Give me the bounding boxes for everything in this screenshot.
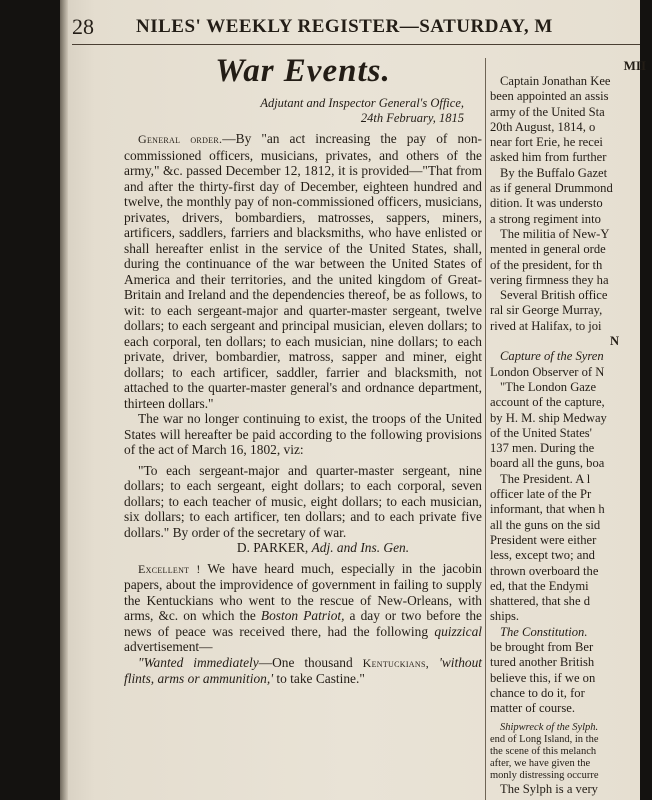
right-line: of the United States' bbox=[490, 425, 592, 440]
right-line: Several British office bbox=[500, 288, 608, 303]
right-line: dition. It was understo bbox=[490, 196, 603, 211]
right-line: end of Long Island, in the bbox=[490, 734, 599, 746]
right-column bbox=[490, 58, 650, 798]
right-line: rived at Halifax, to joi bbox=[490, 318, 602, 333]
boston-patriot-title: Boston Patriot, bbox=[260, 608, 345, 623]
right-line: The Constitution. bbox=[500, 624, 588, 639]
right-line: London Observer of N bbox=[490, 364, 605, 379]
right-line: asked him from further bbox=[490, 150, 607, 165]
right-line: Captain Jonathan Kee bbox=[500, 74, 611, 88]
right-line: vering firmness they ha bbox=[490, 272, 609, 287]
excellent-text-1: We have heard much, especially in the jacobin papers, about the improvidence of government in failing to supply the Kentuckians who went to the rescue of New-Orleans, with arms, &c. on which the bbox=[124, 560, 482, 623]
general-order-label: General order. bbox=[138, 132, 223, 146]
book-spine-shadow bbox=[60, 0, 68, 800]
right-line: by H. M. ship Medway bbox=[490, 410, 607, 425]
right-line: believe this, if we on bbox=[490, 670, 596, 685]
right-line: a strong regiment into bbox=[490, 211, 601, 226]
wanted-text: —One thousand bbox=[258, 654, 363, 670]
left-column bbox=[124, 52, 482, 687]
right-line: account of the capture, bbox=[490, 395, 605, 410]
right-line: near fort Erie, he recei bbox=[490, 135, 603, 150]
right-line: less, except two; and bbox=[490, 548, 595, 563]
right-line: officer late of the Pr bbox=[490, 487, 592, 502]
right-line: as if general Drummond bbox=[490, 181, 613, 196]
signature-name: D. PARKER, bbox=[236, 540, 309, 555]
excellent-text-3: advertisement— bbox=[124, 639, 213, 654]
page-number: 28 bbox=[72, 14, 94, 39]
right-line: "The London Gaze bbox=[500, 379, 597, 394]
wanted-quote: 'without flints, arms or ammunition,' bbox=[124, 654, 482, 686]
quizzical-word: quizzical bbox=[434, 623, 482, 639]
right-line: The President. A l bbox=[500, 471, 591, 486]
right-line: ships. bbox=[490, 609, 520, 624]
right-line: monly distressing occurre bbox=[490, 770, 599, 782]
right-line: be brought from Ber bbox=[490, 639, 594, 654]
right-line: 137 men. During the bbox=[490, 441, 595, 456]
wanted-advertisement bbox=[124, 655, 482, 687]
right-line: thrown overboard the bbox=[490, 563, 599, 578]
right-line: chance to do it, for bbox=[490, 685, 585, 700]
article-headline: War Events. bbox=[215, 53, 391, 89]
date-line: 24th February, 1815 bbox=[360, 111, 464, 125]
kentuckians-word: Kentuckians, bbox=[362, 655, 430, 670]
office-line: Adjutant and Inspector General's Office, bbox=[260, 96, 464, 110]
right-line: after, we have given the bbox=[490, 758, 591, 770]
column-divider bbox=[485, 58, 486, 800]
right-column-lines bbox=[490, 74, 650, 798]
right-line: ed, that the Endymi bbox=[490, 578, 589, 593]
right-line: tured another British bbox=[490, 655, 595, 670]
right-line: board all the guns, boa bbox=[490, 456, 605, 471]
right-line: army of the United Sta bbox=[490, 104, 605, 119]
excellent-label: Excellent ! bbox=[138, 561, 201, 576]
page-header bbox=[72, 12, 652, 42]
right-line: Capture of the Syren bbox=[500, 349, 604, 364]
right-line: By the Buffalo Gazet bbox=[500, 165, 608, 180]
pay-provisions-quote: "To each sergeant-major and quarter-master sergeant, nine dollars; to each sergeant, eight dollars; to each corporal, seven dollars; to each teacher of music, eight dollars; to each musician, six dollars; to each artificer, ten dollars; and to each private five dollars." By order of the secretary of war. bbox=[124, 462, 482, 540]
right-line: of the president, for th bbox=[490, 257, 603, 272]
signature-title: Adj. and Ins. Gen. bbox=[311, 540, 410, 555]
right-line: matter of course. bbox=[490, 701, 575, 716]
right-line: The militia of New-Y bbox=[500, 226, 610, 241]
right-line: President were either bbox=[490, 532, 597, 547]
right-line: informant, that when h bbox=[490, 502, 605, 517]
signature-line bbox=[164, 540, 482, 556]
right-column-heading: MII bbox=[623, 58, 646, 73]
general-order-paragraph bbox=[124, 131, 482, 411]
right-line: all the guns on the sid bbox=[490, 517, 601, 532]
excellent-text-2: a day or two before the news of peace was received there, had the following bbox=[124, 608, 482, 639]
right-line: N bbox=[610, 334, 620, 349]
right-line: mented in general orde bbox=[490, 242, 606, 257]
wanted-lead: "Wanted immediately bbox=[138, 654, 259, 670]
right-line: Shipwreck of the Sylph. bbox=[500, 722, 599, 734]
wanted-end: to take Castine." bbox=[273, 671, 365, 686]
right-line: 20th August, 1814, o bbox=[490, 119, 596, 134]
right-line: shattered, that she d bbox=[490, 594, 591, 609]
right-line: the scene of this melanch bbox=[490, 746, 597, 758]
general-order-text: —By "an act increasing the pay of non-commissioned officers, musicians, privates, and others of the army," &c. passed December 12, 1812, it is provided—"That from and after the thirty-first day of December, eighteen hundred and twelve, the monthly pay of non-commissioned officers, musicians, privates, drivers, bombardiers, matrosses, sappers, miners, artificers, saddlers, farriers and blacksmiths, who have enlisted or shall hereafter enlist in the service of the United States, shall, during the continuance of the war between the United States of America and their territories, and the united kingdom of Great-Britain and Ireland and the dependencies thereof, be as follows, to wit: to each sergeant-major and quarter-master sergeant, twelve dollars; to each sergeant and principal musician, eleven dollars; to each corporal, ten dollars; to each musician, nine dollars; to each private, driver, bombardier, matross, sapper and miner, eight dollars; to each artificer, saddler, farrier and blacksmith, not attached to the quarter-master general's and ordnance department, thirteen dollars." bbox=[124, 131, 482, 411]
right-line: been appointed an assis bbox=[490, 89, 609, 104]
masthead-title: NILES' WEEKLY REGISTER—SATURDAY, M bbox=[136, 16, 553, 37]
excellent-paragraph bbox=[124, 561, 482, 655]
right-line: The Sylph is a very bbox=[500, 782, 598, 797]
right-line: ral sir George Murray, bbox=[490, 303, 603, 318]
war-ended-paragraph: The war no longer continuing to exist, the troops of the United States will hereafter be paid according to the following provisions of the act of March 16, 1802, viz: bbox=[124, 411, 482, 457]
header-rule bbox=[72, 44, 640, 45]
